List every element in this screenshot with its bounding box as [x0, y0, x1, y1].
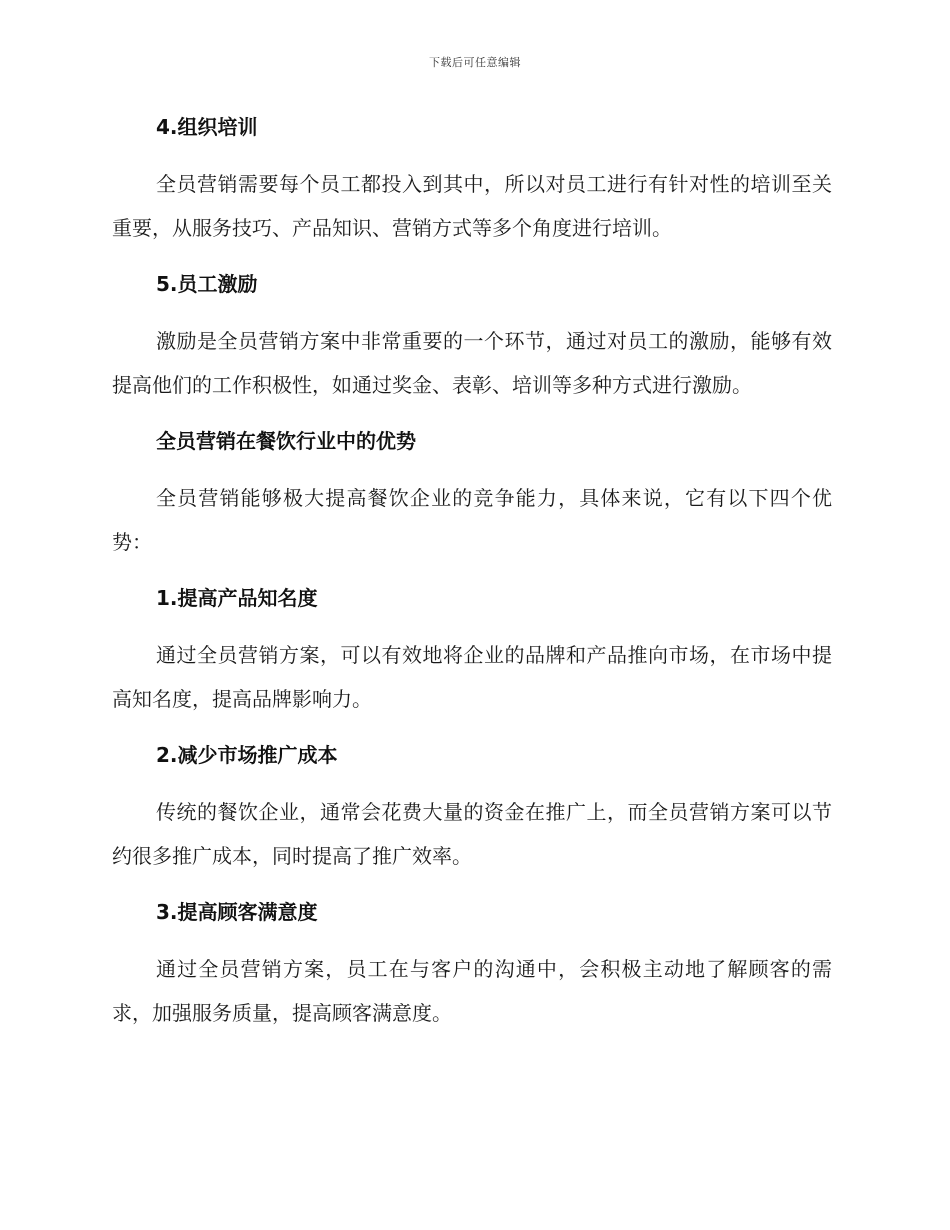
section-paragraph: 通过全员营销方案，员工在与客户的沟通中，会积极主动地了解顾客的需求，加强服务质量，提高顾客满意度。	[112, 957, 832, 1025]
section-paragraph: 全员营销需要每个员工都投入到其中，所以对员工进行有针对性的培训至关重要，从服务技巧、产品知识、营销方式等多个角度进行培训。	[112, 172, 832, 240]
section-heading: 5.员工激励	[156, 272, 258, 296]
section-heading: 2.减少市场推广成本	[156, 743, 338, 767]
section-customer-satisfaction	[112, 897, 832, 1035]
section-advantages	[112, 426, 832, 583]
section-brand-awareness	[112, 583, 832, 740]
section-organize-training	[112, 112, 832, 269]
document-body	[112, 112, 832, 1035]
page-header: 下载后可任意编辑	[429, 56, 521, 69]
section-reduce-cost	[112, 740, 832, 897]
section-paragraph: 传统的餐饮企业，通常会花费大量的资金在推广上，而全员营销方案可以节约很多推广成本，同时提高了推广效率。	[112, 800, 832, 868]
section-heading: 4.组织培训	[156, 115, 258, 139]
section-paragraph: 激励是全员营销方案中非常重要的一个环节，通过对员工的激励，能够有效提高他们的工作积极性，如通过奖金、表彰、培训等多种方式进行激励。	[112, 329, 832, 397]
section-paragraph: 全员营销能够极大提高餐饮企业的竞争能力，具体来说，它有以下四个优势：	[112, 486, 832, 554]
section-paragraph: 通过全员营销方案，可以有效地将企业的品牌和产品推向市场，在市场中提高知名度，提高品牌影响力。	[112, 643, 832, 711]
section-heading: 3.提高顾客满意度	[156, 900, 318, 924]
section-heading: 1.提高产品知名度	[156, 586, 318, 610]
section-heading: 全员营销在餐饮行业中的优势	[156, 429, 416, 453]
section-employee-incentive	[112, 269, 832, 426]
